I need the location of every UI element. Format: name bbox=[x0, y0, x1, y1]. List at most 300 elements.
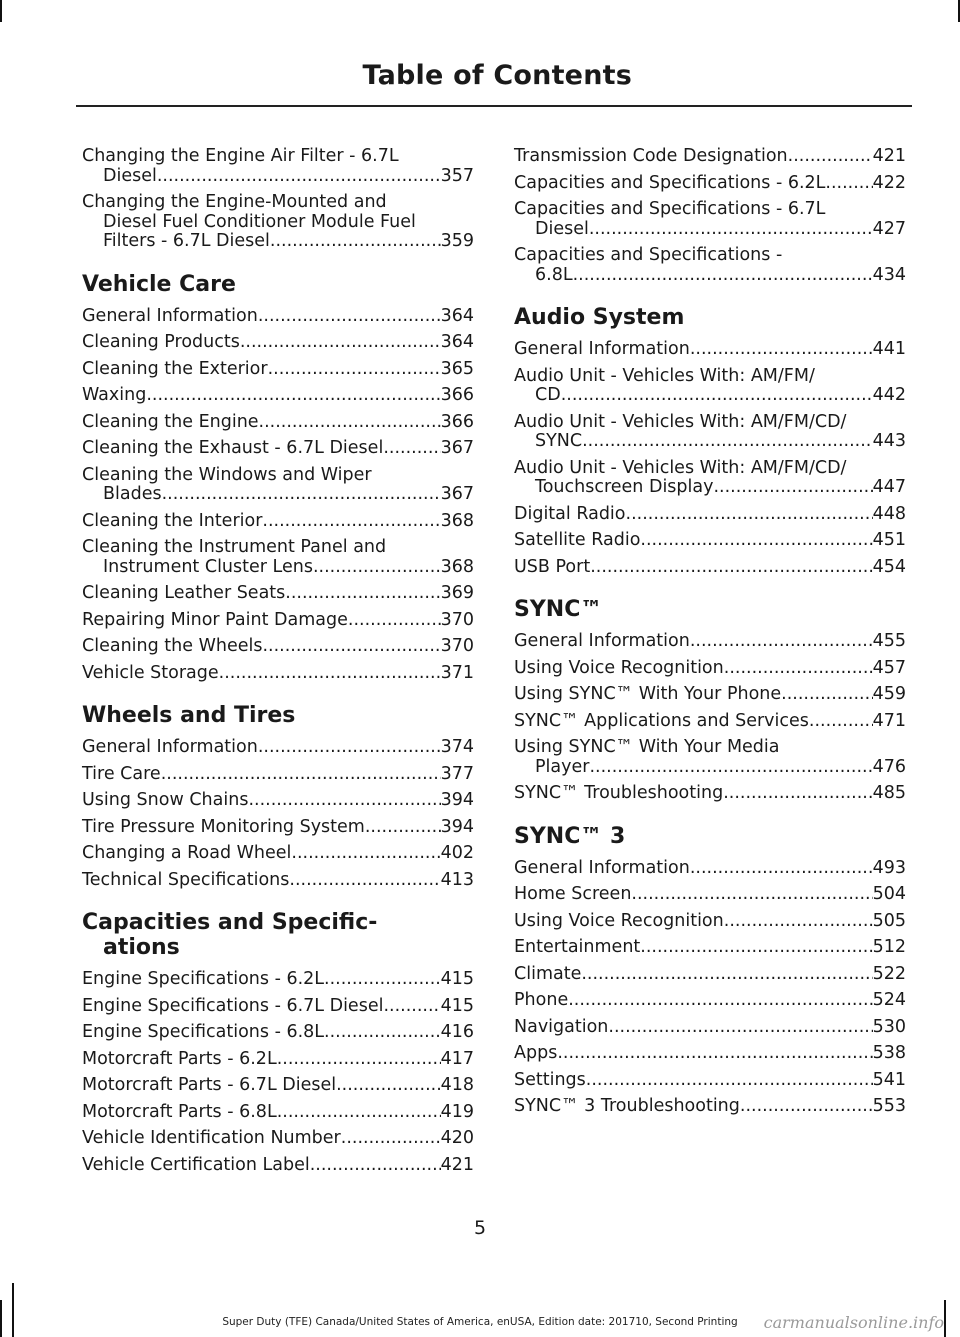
toc-page-number: 402 bbox=[440, 843, 474, 863]
toc-entry-line bbox=[82, 466, 474, 486]
dot-leader bbox=[258, 738, 441, 758]
toc-entry-line bbox=[82, 538, 474, 558]
section-heading-line: Wheels and Tires bbox=[82, 703, 296, 728]
toc-entry-line bbox=[82, 871, 474, 891]
toc-entry-line bbox=[82, 1023, 474, 1043]
dot-leader bbox=[640, 938, 872, 958]
toc-entry-title: Capacities and Specifications - bbox=[514, 245, 783, 265]
toc-entry-line bbox=[82, 1076, 474, 1096]
watermark: carmanualsonline.info bbox=[763, 1313, 944, 1332]
toc-entry-title: Cleaning the Wheels bbox=[82, 636, 263, 656]
dot-leader bbox=[631, 885, 872, 905]
section-heading-line: ations bbox=[103, 935, 180, 960]
dot-leader bbox=[383, 439, 440, 459]
toc-entry-line bbox=[82, 413, 474, 433]
toc-entry-title: Motorcraft Parts - 6.2L bbox=[82, 1048, 277, 1069]
toc-entry-title: Changing a Road Wheel bbox=[82, 843, 292, 863]
toc-entry[interactable] bbox=[82, 413, 474, 433]
toc-entry-line bbox=[82, 664, 474, 684]
toc-entry-line bbox=[514, 659, 906, 679]
toc-entry-title: Navigation bbox=[514, 1016, 609, 1037]
toc-entry[interactable] bbox=[82, 439, 474, 459]
dot-leader bbox=[581, 965, 872, 985]
toc-entry[interactable] bbox=[514, 1044, 906, 1064]
toc-entry-title: Technical Specifications bbox=[82, 869, 290, 890]
page-title: Table of Contents bbox=[362, 60, 632, 91]
toc-entry-line bbox=[514, 1071, 906, 1091]
dot-leader bbox=[259, 413, 441, 433]
toc-entry-title: Cleaning Leather Seats bbox=[82, 583, 286, 603]
toc-entry-title: Motorcraft Parts - 6.8L bbox=[82, 1101, 277, 1122]
dot-leader bbox=[277, 1050, 441, 1070]
toc-page-number: 418 bbox=[440, 1075, 474, 1095]
toc-entry[interactable] bbox=[514, 912, 906, 932]
dot-leader bbox=[724, 912, 873, 932]
toc-entry-line bbox=[514, 174, 906, 194]
toc-entry-line bbox=[514, 432, 906, 452]
dot-leader bbox=[582, 432, 872, 452]
section-heading bbox=[82, 910, 474, 960]
toc-entry[interactable] bbox=[514, 965, 906, 985]
toc-entry-line bbox=[82, 1156, 474, 1176]
section-heading-line: Audio System bbox=[514, 305, 685, 330]
dot-leader bbox=[146, 386, 440, 406]
toc-entry-title: CD bbox=[535, 385, 561, 405]
dot-leader bbox=[383, 997, 440, 1017]
toc-entry-title: General Information bbox=[82, 305, 258, 326]
dot-leader bbox=[258, 307, 441, 327]
toc-page-number: 368 bbox=[440, 510, 474, 531]
toc-entry[interactable] bbox=[82, 1023, 474, 1043]
toc-entry-title: Vehicle Storage bbox=[82, 662, 219, 683]
toc-entry[interactable] bbox=[82, 386, 474, 406]
toc-entry-line bbox=[514, 712, 906, 732]
dot-leader bbox=[310, 1156, 441, 1176]
toc-page-number: 451 bbox=[872, 530, 906, 550]
toc-entry-line bbox=[514, 246, 906, 266]
dot-leader bbox=[262, 512, 440, 532]
toc-entry-title: Repairing Minor Paint Damage bbox=[82, 609, 348, 630]
toc-page-number: 512 bbox=[872, 937, 906, 957]
toc-entry-title: Diesel bbox=[103, 165, 157, 186]
dot-leader bbox=[324, 970, 441, 990]
toc-page-number: 538 bbox=[872, 1043, 906, 1063]
toc-entry[interactable] bbox=[82, 664, 474, 684]
toc-entry-title: General Information bbox=[514, 339, 690, 359]
toc-entry-title: Changing the Engine Air Filter - 6.7L bbox=[82, 146, 399, 166]
toc-entry[interactable] bbox=[514, 685, 906, 705]
toc-page-number: 394 bbox=[440, 790, 474, 810]
toc-entry-title: Transmission Code Designation bbox=[514, 146, 788, 166]
toc-entry-line bbox=[514, 965, 906, 985]
toc-entry[interactable] bbox=[514, 531, 906, 551]
toc-page-number: 370 bbox=[440, 609, 474, 630]
dot-leader bbox=[573, 266, 873, 286]
toc-entry-title: Cleaning Products bbox=[82, 332, 240, 352]
toc-entry-title: General Information bbox=[514, 631, 690, 651]
toc-entry-title: Cleaning the Interior bbox=[82, 510, 263, 531]
dot-leader bbox=[285, 584, 440, 604]
dot-leader bbox=[248, 791, 440, 811]
toc-entry[interactable] bbox=[82, 333, 474, 353]
toc-entry-title: Tire Pressure Monitoring System bbox=[82, 816, 365, 837]
toc-entry-title: Audio Unit - Vehicles With: AM/FM/CD/ bbox=[514, 411, 847, 432]
toc-entry[interactable] bbox=[82, 738, 474, 758]
toc-entry[interactable] bbox=[82, 147, 474, 186]
toc-page-number: 370 bbox=[440, 636, 474, 656]
toc-entry-line bbox=[82, 485, 474, 505]
toc-entry-line bbox=[514, 531, 906, 551]
toc-entry-line bbox=[514, 758, 906, 778]
toc-entry-line bbox=[514, 413, 906, 433]
toc-entry-title: Instrument Cluster Lens bbox=[103, 556, 313, 577]
toc-entry-title: Vehicle Identification Number bbox=[82, 1128, 341, 1148]
dot-leader bbox=[324, 1023, 441, 1043]
toc-entry-title: Capacities and Specifications - 6.7L bbox=[514, 199, 826, 219]
toc-entry-line bbox=[514, 1044, 906, 1064]
toc-entry-line bbox=[82, 997, 474, 1017]
toc-entry-line bbox=[514, 459, 906, 479]
toc-page-number: 448 bbox=[872, 503, 906, 524]
toc-entry[interactable] bbox=[514, 938, 906, 958]
toc-entry-line bbox=[82, 738, 474, 758]
dot-leader bbox=[270, 232, 441, 252]
toc-entry-title: Diesel Fuel Conditioner Module Fuel bbox=[103, 211, 416, 232]
toc-entry-title: Digital Radio bbox=[514, 503, 626, 524]
toc-page-number: 364 bbox=[440, 332, 474, 352]
toc-entry-line bbox=[82, 558, 474, 578]
toc-entry[interactable] bbox=[514, 505, 906, 525]
page-number: 5 bbox=[473, 1217, 487, 1239]
toc-entry[interactable] bbox=[514, 659, 906, 679]
toc-entry-title: SYNC™ Applications and Services bbox=[514, 710, 809, 731]
toc-entry-title: Waxing bbox=[82, 385, 147, 405]
toc-entry-title: Blades bbox=[103, 484, 162, 504]
toc-entry[interactable] bbox=[82, 466, 474, 505]
toc-entry-line bbox=[514, 220, 906, 240]
toc-entry-line bbox=[82, 333, 474, 353]
toc-page-number: 371 bbox=[440, 662, 474, 683]
toc-page-number: 415 bbox=[440, 969, 474, 989]
toc-entry[interactable] bbox=[514, 859, 906, 879]
toc-entry-title: Apps bbox=[514, 1043, 558, 1063]
toc-page-number: 357 bbox=[440, 165, 474, 186]
toc-entry-title: Using Voice Recognition bbox=[514, 910, 724, 931]
toc-entry[interactable] bbox=[514, 200, 906, 239]
toc-page-number: 369 bbox=[440, 583, 474, 603]
header-divider bbox=[76, 105, 912, 107]
toc-entry[interactable] bbox=[514, 413, 906, 452]
crop-mark bbox=[12, 1283, 14, 1337]
toc-page-number: 530 bbox=[872, 1016, 906, 1037]
toc-entry-title: Home Screen bbox=[514, 884, 632, 904]
toc-entry-line bbox=[82, 147, 474, 167]
toc-entry[interactable] bbox=[514, 632, 906, 652]
toc-entry-title: Cleaning the Exterior bbox=[82, 358, 268, 379]
toc-entry[interactable] bbox=[82, 1156, 474, 1176]
dot-leader bbox=[608, 1018, 872, 1038]
toc-entry-line bbox=[82, 791, 474, 811]
dot-leader bbox=[348, 611, 441, 631]
toc-entry-title: Cleaning the Engine bbox=[82, 411, 259, 432]
dot-leader bbox=[724, 659, 873, 679]
section-heading-line: Capacities and Specific- bbox=[82, 910, 378, 935]
dot-leader bbox=[626, 505, 873, 525]
toc-page-number: 421 bbox=[440, 1154, 474, 1175]
toc-entry-title: Audio Unit - Vehicles With: AM/FM/ bbox=[514, 365, 815, 386]
toc-entry-title: Entertainment bbox=[514, 937, 641, 957]
toc-page-number: 485 bbox=[872, 783, 906, 803]
toc-entry-line bbox=[82, 232, 474, 252]
toc-entry-line bbox=[514, 505, 906, 525]
toc-entry[interactable] bbox=[514, 459, 906, 498]
toc-entry-line bbox=[514, 912, 906, 932]
toc-entry[interactable] bbox=[82, 818, 474, 838]
toc-entry[interactable] bbox=[514, 991, 906, 1011]
toc-entry[interactable] bbox=[514, 738, 906, 777]
dot-leader bbox=[161, 765, 441, 785]
section-heading-line: SYNC™ bbox=[514, 597, 603, 622]
toc-entry-line bbox=[82, 637, 474, 657]
dot-leader bbox=[589, 758, 872, 778]
toc-page-number: 434 bbox=[872, 264, 906, 285]
toc-page-number: 522 bbox=[872, 963, 906, 984]
section-heading bbox=[82, 272, 474, 297]
toc-page-number: 366 bbox=[440, 385, 474, 405]
toc-entry[interactable] bbox=[514, 1018, 906, 1038]
toc-entry-line bbox=[82, 360, 474, 380]
dot-leader bbox=[740, 1097, 873, 1117]
dot-leader bbox=[240, 333, 441, 353]
toc-entry[interactable] bbox=[82, 1129, 474, 1149]
toc-entry-title: Player bbox=[535, 756, 590, 777]
toc-page-number: 364 bbox=[440, 305, 474, 326]
section-heading bbox=[82, 703, 474, 728]
section-heading bbox=[514, 305, 906, 330]
toc-entry-line bbox=[82, 1050, 474, 1070]
toc-entry[interactable] bbox=[82, 997, 474, 1017]
toc-entry-line bbox=[514, 558, 906, 578]
toc-entry-line bbox=[82, 818, 474, 838]
toc-page-number: 442 bbox=[872, 385, 906, 405]
toc-page-number: 374 bbox=[440, 737, 474, 757]
toc-entry[interactable] bbox=[82, 844, 474, 864]
toc-entry-line bbox=[514, 1097, 906, 1117]
toc-column-right bbox=[514, 147, 906, 1124]
crop-mark bbox=[0, 0, 2, 22]
toc-entry-line bbox=[514, 685, 906, 705]
toc-entry[interactable] bbox=[82, 1103, 474, 1123]
toc-entry[interactable] bbox=[514, 174, 906, 194]
toc-entry-line bbox=[514, 266, 906, 286]
toc-entry[interactable] bbox=[82, 871, 474, 891]
toc-entry-line bbox=[514, 1018, 906, 1038]
toc-entry-line bbox=[514, 738, 906, 758]
footer-text: Super Duty (TFE) Canada/United States of America, enUSA, Edition date: 201710, Second Printing bbox=[222, 1316, 738, 1328]
toc-entry[interactable] bbox=[514, 712, 906, 732]
toc-entry-line bbox=[82, 307, 474, 327]
toc-entry-title: Changing the Engine-Mounted and bbox=[82, 192, 387, 212]
toc-entry-line bbox=[514, 386, 906, 406]
toc-entry-line bbox=[82, 611, 474, 631]
toc-page-number: 471 bbox=[872, 710, 906, 731]
toc-entry[interactable] bbox=[514, 367, 906, 406]
toc-entry-line bbox=[514, 340, 906, 360]
toc-column-left bbox=[82, 147, 474, 1182]
dot-leader bbox=[809, 712, 873, 732]
toc-entry-title: Cleaning the Windows and Wiper bbox=[82, 464, 372, 485]
toc-entry-title: Cleaning the Instrument Panel and bbox=[82, 537, 387, 557]
toc-entry-title: Engine Specifications - 6.2L bbox=[82, 969, 325, 989]
toc-page-number: 413 bbox=[440, 869, 474, 890]
dot-leader bbox=[690, 859, 873, 879]
toc-entry[interactable] bbox=[82, 584, 474, 604]
toc-entry-title: Using Voice Recognition bbox=[514, 657, 724, 678]
toc-entry[interactable] bbox=[514, 246, 906, 285]
dot-leader bbox=[590, 558, 872, 578]
toc-entry[interactable] bbox=[82, 791, 474, 811]
dot-leader bbox=[640, 531, 872, 551]
toc-page-number: 553 bbox=[872, 1096, 906, 1116]
section-heading-line: Vehicle Care bbox=[82, 271, 236, 297]
toc-entry-title: General Information bbox=[82, 737, 258, 757]
toc-entry-line bbox=[82, 193, 474, 213]
toc-entry-title: Vehicle Certification Label bbox=[82, 1154, 310, 1175]
toc-entry-title: Capacities and Specifications - 6.2L bbox=[514, 172, 826, 193]
toc-entry[interactable] bbox=[82, 765, 474, 785]
dot-leader bbox=[825, 174, 872, 194]
toc-entry-line bbox=[514, 784, 906, 804]
toc-page-number: 441 bbox=[872, 339, 906, 359]
toc-entry-line bbox=[82, 970, 474, 990]
dot-leader bbox=[713, 478, 872, 498]
section-heading bbox=[514, 597, 906, 622]
dot-leader bbox=[557, 1044, 872, 1064]
toc-entry[interactable] bbox=[82, 193, 474, 252]
toc-entry[interactable] bbox=[514, 885, 906, 905]
toc-entry[interactable] bbox=[82, 637, 474, 657]
dot-leader bbox=[781, 685, 872, 705]
toc-entry-line bbox=[82, 439, 474, 459]
toc-entry-line bbox=[514, 938, 906, 958]
dot-leader bbox=[586, 1071, 873, 1091]
dot-leader bbox=[365, 818, 441, 838]
dot-leader bbox=[341, 1129, 441, 1149]
dot-leader bbox=[268, 360, 441, 380]
toc-page-number: 367 bbox=[440, 484, 474, 504]
toc-entry-line bbox=[514, 859, 906, 879]
toc-entry[interactable] bbox=[82, 360, 474, 380]
toc-entry-line bbox=[82, 213, 474, 233]
dot-leader bbox=[289, 871, 440, 891]
toc-entry-title: SYNC bbox=[535, 431, 583, 451]
toc-entry-title: Climate bbox=[514, 963, 582, 984]
toc-entry-line bbox=[514, 478, 906, 498]
dot-leader bbox=[788, 147, 873, 167]
toc-page-number: 476 bbox=[872, 756, 906, 777]
toc-entry-line bbox=[514, 632, 906, 652]
toc-entry[interactable] bbox=[514, 784, 906, 804]
dot-leader bbox=[157, 167, 441, 187]
dot-leader bbox=[589, 220, 873, 240]
toc-page-number: 505 bbox=[872, 910, 906, 931]
toc-entry-line bbox=[514, 991, 906, 1011]
toc-entry[interactable] bbox=[82, 1050, 474, 1070]
toc-entry[interactable] bbox=[82, 611, 474, 631]
toc-entry-line bbox=[82, 1129, 474, 1149]
toc-entry-title: Tire Care bbox=[82, 763, 161, 784]
toc-entry-line bbox=[82, 167, 474, 187]
toc-entry-line bbox=[82, 765, 474, 785]
toc-page-number: 541 bbox=[872, 1069, 906, 1090]
toc-entry-line bbox=[82, 1103, 474, 1123]
dot-leader bbox=[219, 664, 441, 684]
toc-page-number: 416 bbox=[440, 1022, 474, 1042]
toc-entry-line bbox=[514, 147, 906, 167]
dot-leader bbox=[561, 386, 873, 406]
toc-entry-line bbox=[82, 386, 474, 406]
dot-leader bbox=[690, 632, 873, 652]
toc-page-number: 368 bbox=[440, 556, 474, 577]
toc-entry[interactable] bbox=[514, 1071, 906, 1091]
toc-entry-title: Motorcraft Parts - 6.7L Diesel bbox=[82, 1075, 337, 1095]
toc-entry[interactable] bbox=[82, 1076, 474, 1096]
toc-entry-title: Engine Specifications - 6.8L bbox=[82, 1022, 325, 1042]
toc-entry-title: Phone bbox=[514, 990, 569, 1010]
toc-page-number: 419 bbox=[440, 1101, 474, 1122]
toc-page-number: 454 bbox=[872, 556, 906, 577]
toc-page-number: 422 bbox=[872, 172, 906, 193]
toc-entry-title: Settings bbox=[514, 1069, 586, 1090]
toc-entry-title: General Information bbox=[514, 857, 690, 878]
toc-entry-line bbox=[82, 844, 474, 864]
toc-page-number: 457 bbox=[872, 657, 906, 678]
toc-page-number: 427 bbox=[872, 218, 906, 239]
toc-entry[interactable] bbox=[82, 307, 474, 327]
toc-entry-title: Satellite Radio bbox=[514, 530, 641, 550]
toc-entry[interactable] bbox=[514, 1097, 906, 1117]
toc-entry-line bbox=[514, 367, 906, 387]
toc-page-number: 493 bbox=[872, 857, 906, 878]
toc-page-number: 420 bbox=[440, 1128, 474, 1148]
dot-leader bbox=[568, 991, 872, 1011]
toc-entry-title: Cleaning the Exhaust - 6.7L Diesel bbox=[82, 438, 384, 458]
toc-page-number: 504 bbox=[872, 884, 906, 904]
toc-page-number: 421 bbox=[872, 146, 906, 166]
toc-entry[interactable] bbox=[82, 970, 474, 990]
toc-entry-title: 6.8L bbox=[535, 264, 573, 285]
toc-page-number: 367 bbox=[440, 438, 474, 458]
toc-page-number: 359 bbox=[440, 231, 474, 251]
toc-entry[interactable] bbox=[82, 512, 474, 532]
toc-entry[interactable] bbox=[514, 147, 906, 167]
toc-page-number: 455 bbox=[872, 631, 906, 651]
toc-page-number: 365 bbox=[440, 358, 474, 379]
dot-leader bbox=[262, 637, 440, 657]
toc-entry-line bbox=[82, 512, 474, 532]
dot-leader bbox=[313, 558, 441, 578]
toc-entry-title: Using SYNC™ With Your Media bbox=[514, 737, 780, 757]
toc-entry-title: Diesel bbox=[535, 218, 589, 239]
toc-entry[interactable] bbox=[82, 538, 474, 577]
toc-entry-title: Audio Unit - Vehicles With: AM/FM/CD/ bbox=[514, 457, 847, 478]
toc-page-number: 377 bbox=[440, 763, 474, 784]
toc-entry-title: Using Snow Chains bbox=[82, 790, 249, 810]
toc-entry-line bbox=[514, 885, 906, 905]
toc-entry-title: Engine Specifications - 6.7L Diesel bbox=[82, 995, 384, 1016]
toc-entry[interactable] bbox=[514, 558, 906, 578]
toc-entry[interactable] bbox=[514, 340, 906, 360]
